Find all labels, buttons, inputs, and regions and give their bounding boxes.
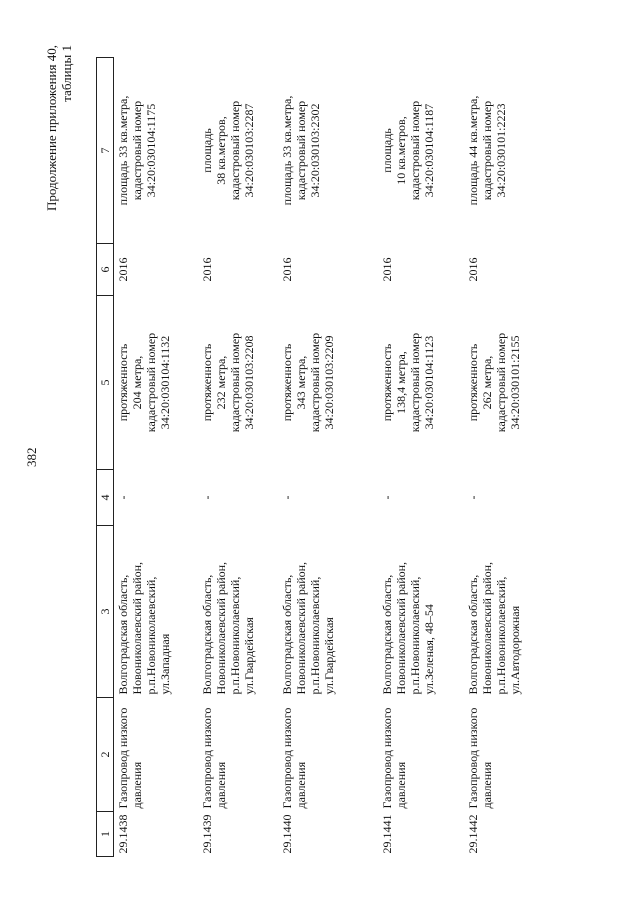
column-header: 5	[97, 296, 114, 470]
length-line: протяженность	[466, 343, 480, 422]
length-line: протяженность	[200, 343, 214, 422]
objects-table	[96, 57, 538, 857]
object-name: Газопровод низкого давления	[466, 707, 494, 809]
object-area	[278, 58, 378, 244]
object-area	[114, 58, 199, 244]
column-header: 4	[97, 470, 114, 526]
object-address	[198, 526, 278, 698]
table-row	[114, 58, 199, 857]
address-line: Новониколаевский район,	[214, 561, 228, 695]
length-line: 204 метра,	[130, 355, 144, 410]
object-area	[464, 58, 538, 244]
address-line: ул.Зеленая, 48–54	[422, 604, 436, 695]
column-4-value: -	[380, 495, 394, 500]
object-year: 2016	[200, 257, 214, 282]
area-line: площадь 33 кв.метра,	[280, 95, 294, 206]
page-number: 382	[24, 447, 39, 467]
object-year: 2016	[280, 257, 294, 282]
area-line: 34:20:030103:2302	[308, 103, 322, 198]
area-line: кадастровый номер	[480, 100, 494, 201]
object-length	[464, 296, 538, 470]
length-line: протяженность	[280, 343, 294, 422]
column-header: 3	[97, 526, 114, 698]
area-line: кадастровый номер	[130, 100, 144, 201]
object-length	[378, 296, 464, 470]
address-line: ул.Автодорожная	[508, 605, 522, 695]
continuation-line: таблицы 1	[59, 45, 74, 102]
length-line: кадастровый номер	[408, 332, 422, 433]
row-number: 29.1438	[116, 814, 130, 854]
table-row	[198, 58, 278, 857]
length-line: кадастровый номер	[228, 332, 242, 433]
area-line: кадастровый номер	[228, 100, 242, 201]
table-row	[464, 58, 538, 857]
length-line: 232 метра,	[214, 355, 228, 410]
column-4-value: -	[280, 495, 294, 500]
object-area	[378, 58, 464, 244]
length-line: 138,4 метра,	[394, 351, 408, 414]
column-header: 2	[97, 698, 114, 812]
column-4-value: -	[200, 495, 214, 500]
area-line: 34:20:030103:2287	[242, 103, 256, 198]
address-line: р.п.Новониколаевский,	[308, 576, 322, 695]
length-line: 34:20:030103:2209	[322, 335, 336, 430]
address-line: р.п.Новониколаевский,	[228, 576, 242, 695]
address-line: Новониколаевский район,	[130, 561, 144, 695]
address-line: р.п.Новониколаевский,	[144, 576, 158, 695]
area-line: 38 кв.метров,	[214, 116, 228, 185]
object-length	[114, 296, 199, 470]
area-line: 34:20:030104:1187	[422, 103, 436, 198]
length-line: 262 метра,	[480, 355, 494, 410]
column-header: 1	[97, 812, 114, 857]
length-line: 34:20:030104:1123	[422, 335, 436, 430]
address-line: р.п.Новониколаевский,	[408, 576, 422, 695]
area-line: 10 кв.метров,	[394, 116, 408, 185]
object-address	[464, 526, 538, 698]
area-line: площадь	[200, 128, 214, 173]
column-4-value: -	[116, 495, 130, 500]
length-line: протяженность	[380, 343, 394, 422]
address-line: ул.Гвардейская	[242, 617, 256, 695]
length-line: кадастровый номер	[308, 332, 322, 433]
object-address	[278, 526, 378, 698]
object-length	[198, 296, 278, 470]
column-header: 6	[97, 244, 114, 296]
object-name: Газопровод низкого давления	[200, 707, 228, 809]
length-line: 343 метра,	[294, 355, 308, 410]
length-line: кадастровый номер	[144, 332, 158, 433]
length-line: кадастровый номер	[494, 332, 508, 433]
column-4-value: -	[466, 495, 480, 500]
object-length	[278, 296, 378, 470]
address-line: ул.Западная	[158, 633, 172, 695]
object-name: Газопровод низкого давления	[116, 707, 144, 809]
address-line: Волгоградская область,	[466, 574, 480, 695]
address-line: Волгоградская область,	[200, 574, 214, 695]
object-year: 2016	[466, 257, 480, 282]
row-number: 29.1441	[380, 814, 394, 854]
area-line: кадастровый номер	[294, 100, 308, 201]
address-line: Волгоградская область,	[380, 574, 394, 695]
row-number: 29.1439	[200, 814, 214, 854]
area-line: площадь	[380, 128, 394, 173]
address-line: р.п.Новониколаевский,	[494, 576, 508, 695]
address-line: Новониколаевский район,	[394, 561, 408, 695]
table-header-row	[97, 58, 114, 857]
area-line: 34:20:030104:1175	[144, 103, 158, 198]
address-line: ул.Гвардейская	[322, 617, 336, 695]
address-line: Новониколаевский район,	[294, 561, 308, 695]
object-name: Газопровод низкого давления	[380, 707, 408, 809]
object-address	[114, 526, 199, 698]
address-line: Новониколаевский район,	[480, 561, 494, 695]
table-row	[278, 58, 378, 857]
area-line: площадь 44 кв.метра,	[466, 95, 480, 206]
area-line: площадь 33 кв.метра,	[116, 95, 130, 206]
length-line: 34:20:030103:2208	[242, 335, 256, 430]
area-line: кадастровый номер	[408, 100, 422, 201]
continuation-line: Продолжение приложения 40,	[44, 45, 59, 212]
length-line: 34:20:030101:2155	[508, 335, 522, 430]
row-number: 29.1440	[280, 814, 294, 854]
area-line: 34:20:030101:2223	[494, 103, 508, 198]
object-area	[198, 58, 278, 244]
object-name: Газопровод низкого давления	[280, 707, 308, 809]
length-line: 34:20:030104:1132	[158, 335, 172, 430]
row-number: 29.1442	[466, 814, 480, 854]
object-year: 2016	[116, 257, 130, 282]
table-row	[378, 58, 464, 857]
length-line: протяженность	[116, 343, 130, 422]
address-line: Волгоградская область,	[116, 574, 130, 695]
object-year: 2016	[380, 257, 394, 282]
address-line: Волгоградская область,	[280, 574, 294, 695]
column-header: 7	[97, 58, 114, 244]
object-address	[378, 526, 464, 698]
continuation-note	[44, 45, 74, 345]
